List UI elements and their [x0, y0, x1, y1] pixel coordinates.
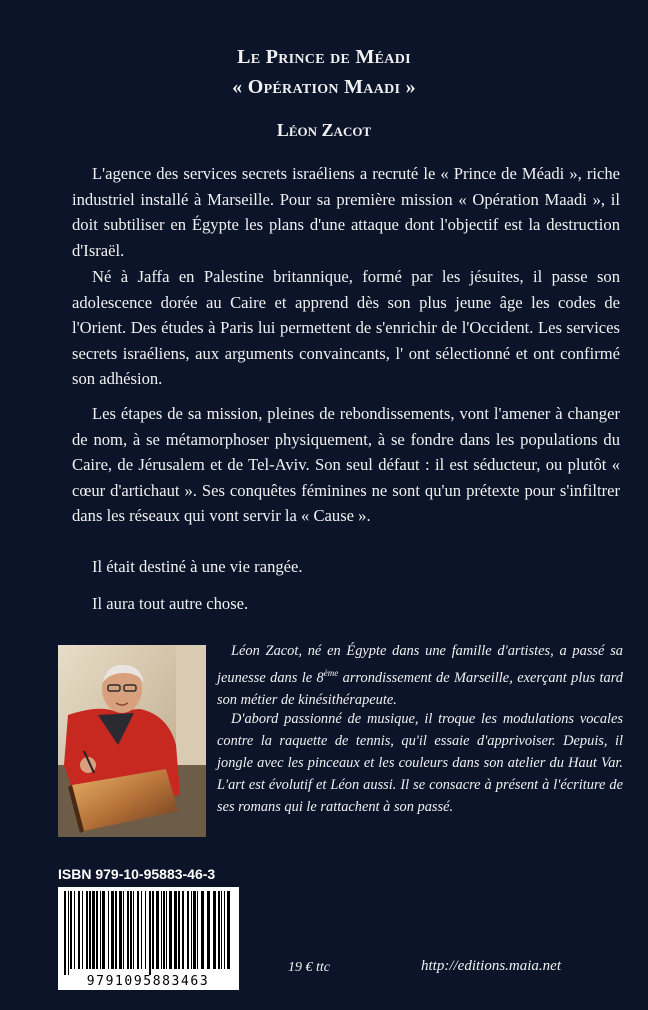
book-title: Le Prince de Méadi — [237, 46, 411, 68]
barcode-bars — [64, 891, 230, 975]
synopsis-line-4: Il était destiné à une vie rangée. — [92, 557, 303, 576]
author-bio-1-start: Léon Zacot, né en Égypte dans une famille d'artistes, a passé sa jeunesse dans le 8 — [217, 643, 623, 686]
author-bio-1 — [217, 640, 623, 711]
author-bio-1-end: arrondissement de Marseille, exerçant plus tard son métier de kinésithérapeute. — [217, 669, 623, 708]
barcode-digits: 9791095883463 — [86, 974, 210, 989]
author-name: Léon Zacot — [276, 120, 372, 140]
synopsis-paragraph-2: Né à Jaffa en Palestine britannique, formé par les jésuites, il passe son adolescence dorée au Caire et apprend dès son plus jeune âge les codes de l'Orient. Des études à Paris lui permettent de s'enrichir de l'Occident. Les services secrets israéliens, aux arguments convaincants, l' ont sélectionné et ont confirmé son adhésion. — [72, 267, 620, 388]
author-photo — [58, 645, 206, 837]
author-bio-2: D'abord passionné de musique, il troque les modulations vocales contre la raquette de tennis, qu'il essaie d'apprivoiser. Depuis, il jongle avec les pinceaux et les couleurs dans son atelier du Haut Var. L'art est évolutif et Léon aussi. Il se consacre à présent à l'écriture de ses romans qui le rattachent à son passé. — [217, 711, 623, 815]
publisher-website[interactable]: http://editions.maia.net — [421, 958, 561, 974]
synopsis-line-5: Il aura tout autre chose. — [92, 594, 249, 613]
price: 19 € ttc — [288, 960, 330, 975]
isbn-label: ISBN 979-10-95883-46-3 — [58, 866, 216, 882]
book-subtitle: « Opération Maadi » — [232, 76, 416, 98]
synopsis-paragraph-3: Les étapes de sa mission, pleines de rebondissements, vont l'amener à changer de nom, à se métamorphoser physiquement, à se fondre dans les populations du Caire, de Jérusalem et de Tel-Aviv. Son seul défaut : il est séducteur, ou plutôt « cœur d'artichaut ». Ses conquêtes féminines ne sont qu'un prétexte pour s'infiltrer dans les réseaux qui vont servir la « Cause ». — [72, 404, 620, 525]
barcode — [58, 887, 239, 990]
synopsis-paragraph-1: L'agence des services secrets israéliens a recruté le « Prince de Méadi », riche industriel installé à Marseille. Pour sa première mission « Opération Maadi », il doit subtiliser en Égypte les plans d'une attaque dont l'objectif est la destruction d'Israël. — [72, 164, 620, 260]
author-bio-1-ordinal: ème — [323, 668, 339, 678]
